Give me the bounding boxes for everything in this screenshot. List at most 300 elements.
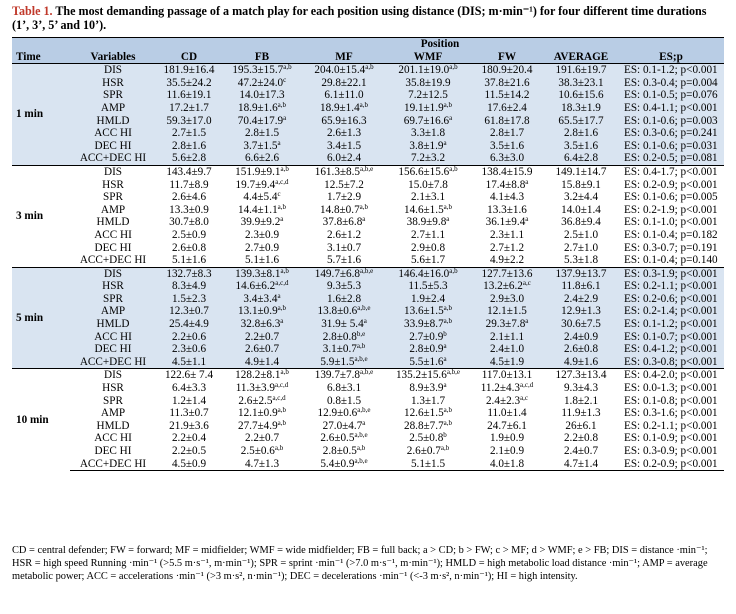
variable-cell [70,267,156,280]
average-cell [544,369,618,382]
es-cell-value: ES: 0.2-1.9; p<0.001 [624,203,718,216]
fb-cell-value: 18.9±1.6 [237,101,278,114]
fb-cell [222,369,302,382]
wmf-cell [386,369,470,382]
variable-cell-value: DEC HI [94,445,132,457]
fb-cell-value: 2.2±0.7 [244,330,280,343]
table-row [12,318,724,331]
col-header-es-p: ES;p [618,51,724,64]
cd-cell-value: 11.7±8.9 [169,178,209,191]
cd-cell-value: 8.3±4.9 [171,280,207,293]
fw-cell [470,229,544,242]
table-row [12,216,724,229]
mf-cell [302,102,386,115]
mf-cell-sig: a,b [365,63,374,72]
mf-cell-sig: a [363,317,367,326]
mf-cell [302,242,386,255]
wmf-cell-value: 201.1±19.0 [398,64,450,77]
fb-cell-sig: a,c,d [275,381,289,390]
wmf-cell-value: 38.9±9.8 [406,216,447,229]
cd-cell [156,356,222,369]
mf-cell-value: 3.1±0.7 [326,241,362,254]
results-table [12,37,724,471]
es-cell [618,216,724,229]
cd-cell [156,64,222,77]
fb-cell [222,356,302,369]
mf-cell [302,127,386,140]
variable-cell-value: ACC HI [94,330,132,343]
wmf-cell [386,407,470,420]
mf-cell [302,318,386,331]
variable-cell-value: AMP [100,305,126,318]
es-cell [618,242,724,255]
fb-cell [222,242,302,255]
es-cell-value: ES: 0.1-0.4; p=0.140 [624,254,718,267]
wmf-cell-sig: b [443,329,447,338]
wmf-cell-value: 1.9±2.4 [410,292,446,305]
wmf-cell-value: 146.4±16.0 [398,267,450,280]
average-cell-value: 3.5±1.6 [563,139,599,152]
fb-cell [222,280,302,293]
mf-cell-sig: b,e [356,329,366,338]
fb-cell [222,216,302,229]
table-row [12,445,724,458]
variable-cell [70,140,156,153]
variable-cell [70,382,156,395]
wmf-cell-value: 156.6±15.6 [398,165,450,178]
col-header-wmf: WMF [386,51,470,64]
average-cell [544,331,618,344]
average-cell-value: 10.6±15.6 [558,89,604,102]
col-header-time: Time [12,51,70,64]
fw-cell [470,280,544,293]
mf-cell [302,382,386,395]
wmf-cell-value: 19.1±1.9 [403,101,444,114]
table-caption [12,4,724,32]
cd-cell-value: 13.3±0.9 [169,203,209,216]
wmf-cell-value: 2.8±0.9 [409,343,444,356]
variable-cell [70,369,156,382]
es-cell [618,191,724,204]
es-cell-value: ES: 0.1-0.9; p<0.001 [624,432,718,445]
es-cell-value: ES: 0.3-1.9; p<0.001 [624,267,718,280]
es-cell-value: ES: 0.1-0.8; p<0.001 [624,394,718,407]
wmf-cell-value: 12.6±1.5 [403,407,444,420]
average-cell-value: 15.8±9.1 [561,178,601,191]
variable-cell-value: DEC HI [94,241,132,254]
table-row [12,152,724,165]
wmf-cell-value: 2.7±0.9 [409,330,444,343]
fw-cell [470,64,544,77]
table-row [12,127,724,140]
mf-cell [302,458,386,471]
mf-cell-sig: a,b,e [360,368,374,377]
fb-cell [222,179,302,192]
average-cell [544,318,618,331]
cd-cell [156,267,222,280]
fw-cell-value: 2.1±1.1 [489,330,525,343]
mf-cell-value: 3.4±1.5 [326,139,362,152]
wmf-cell [386,115,470,128]
variable-cell-value: SPR [103,394,123,407]
es-cell [618,331,724,344]
mf-cell-value: 12.5±7.2 [324,178,364,191]
fb-cell-sig: c [277,190,281,199]
fw-cell-value: 2.3±1.1 [489,228,525,241]
average-cell [544,64,618,77]
wmf-cell-value: 28.8±7.7 [403,419,444,432]
average-cell [544,395,618,408]
wmf-cell-value: 13.6±1.5 [403,305,444,318]
table-row [12,369,724,382]
variable-cell-value: HMLD [96,318,130,331]
fb-cell [222,102,302,115]
es-cell [618,395,724,408]
mf-cell-value: 12.9±0.6 [317,407,358,420]
fw-cell-value: 11.0±1.4 [487,407,527,420]
fw-cell-value: 4.5±1.9 [489,355,525,368]
wmf-cell [386,432,470,445]
fb-cell-value: 2.8±1.5 [244,127,280,140]
fb-cell [222,152,302,165]
cd-cell [156,179,222,192]
average-cell [544,216,618,229]
fb-cell-value: 14.4±1.1 [237,203,278,216]
average-cell-value: 137.9±13.7 [555,267,607,280]
fb-cell-value: 2.6±0.7 [244,343,280,356]
es-cell [618,343,724,356]
fb-cell [222,305,302,318]
mf-cell-sig: a,b [356,444,366,452]
variable-cell-value: AMP [100,101,126,114]
wmf-cell [386,420,470,433]
average-cell [544,407,618,420]
mf-cell [302,395,386,408]
average-cell-value: 2.4±2.9 [563,292,599,305]
cd-cell [156,318,222,331]
average-cell-value: 149.1±14.7 [555,165,607,178]
mf-cell-value: 6.8±3.1 [326,382,362,395]
fb-cell-value: 2.7±0.9 [244,241,280,254]
variable-cell [70,280,156,293]
variable-cell [70,293,156,306]
fb-cell-sig: a,b [274,444,284,452]
variable-cell [70,407,156,420]
table-row [12,356,724,369]
fw-cell-sig: a,c [520,393,529,402]
fw-cell-value: 29.3±7.8 [485,318,526,331]
es-cell [618,165,724,178]
wmf-cell [386,305,470,318]
variable-cell-value: AMP [100,203,126,216]
fw-cell-value: 2.8±1.7 [489,127,525,140]
mf-cell-value: 2.6±1.3 [326,127,362,140]
wmf-cell-value: 8.9±3.9 [409,382,444,395]
variable-cell-value: DIS [103,165,123,178]
variable-cell [70,445,156,458]
variable-cell [70,216,156,229]
cd-cell [156,229,222,242]
wmf-cell-value: 2.1±3.1 [410,191,446,204]
variable-cell-value: ACC+DEC HI [79,355,147,368]
fw-cell [470,216,544,229]
mf-cell-sig: a,b,e [354,456,368,465]
fb-cell-value: 47.2±24.0 [237,76,284,89]
mf-cell [302,115,386,128]
es-cell [618,127,724,140]
wmf-cell [386,267,470,280]
wmf-cell [386,191,470,204]
header-position-row [12,38,724,51]
mf-cell-sig: a [362,418,366,427]
fw-cell-value: 61.8±17.8 [484,114,530,127]
fb-cell-value: 2.6±2.5 [238,394,273,407]
wmf-cell [386,89,470,102]
mf-cell [302,179,386,192]
variable-cell [70,420,156,433]
mf-cell-value: 1.7±2.9 [326,191,362,204]
cd-cell [156,102,222,115]
average-cell-value: 2.4±0.9 [563,330,599,343]
fb-cell [222,343,302,356]
fw-cell-value: 13.3±1.6 [487,203,527,216]
mf-cell-value: 37.8±6.8 [322,216,363,229]
wmf-cell [386,64,470,77]
variable-cell [70,395,156,408]
average-cell [544,102,618,115]
wmf-cell-value: 11.5±5.3 [408,280,448,293]
fb-cell-value: 151.9±9.1 [235,165,281,178]
fb-cell-value: 12.1±0.9 [237,407,278,420]
variable-cell [70,77,156,90]
es-cell-value: ES: 0.1-1.2; p<0.001 [624,64,718,77]
average-cell-value: 5.3±1.8 [563,254,599,267]
fw-cell [470,318,544,331]
fw-cell [470,293,544,306]
cd-cell-value: 2.2±0.5 [171,445,207,457]
wmf-cell-value: 2.6±0.7 [406,445,441,457]
table-row [12,420,724,433]
mf-cell-value: 149.7±6.8 [314,267,361,280]
average-cell-value: 2.5±1.0 [563,228,599,241]
wmf-cell-value: 2.5±0.8 [409,432,444,445]
es-cell [618,305,724,318]
fb-cell-value: 39.9±9.2 [240,216,281,229]
table-body [12,64,724,471]
fb-cell-value: 139.3±8.1 [235,267,281,280]
fb-cell-sig: a [280,215,284,224]
wmf-cell-value: 5.6±1.7 [410,254,446,267]
wmf-cell-value: 14.6±1.5 [403,203,444,216]
wmf-cell [386,179,470,192]
average-cell-value: 18.3±1.9 [561,101,601,114]
table-row [12,229,724,242]
mf-cell-value: 139.7±7.8 [314,369,361,382]
es-cell-value: ES: 0.1-0.6; p=0.031 [624,139,718,152]
cd-cell [156,432,222,445]
mf-cell-value: 2.6±0.5 [320,432,355,445]
es-cell-value: ES: 0.1-0.6; p=0.003 [624,114,718,127]
mf-cell-sig: a,b [359,100,369,109]
es-cell [618,458,724,471]
mf-cell [302,267,386,280]
variable-cell-value: HMLD [96,419,130,432]
mf-cell-value: 13.8±0.6 [317,305,358,318]
mf-cell-sig: a,b,e [354,354,368,363]
cd-cell [156,331,222,344]
es-cell-value: ES: 0.3-0.8; p<0.001 [624,355,718,368]
variable-cell [70,305,156,318]
variable-cell [70,102,156,115]
fb-cell-value: 3.7±1.5 [243,139,278,152]
average-cell [544,305,618,318]
table-row [12,432,724,445]
average-cell [544,191,618,204]
average-cell-value: 2.4±0.7 [563,445,599,457]
cd-cell-value: 17.2±1.7 [169,101,209,114]
table-row [12,165,724,178]
variable-cell [70,89,156,102]
cd-cell-value: 11.3±0.7 [169,407,209,420]
position-header: Position [420,38,460,50]
fb-cell-value: 195.3±15.7 [232,64,284,77]
mf-cell [302,191,386,204]
average-cell [544,165,618,178]
fb-cell-value: 14.6±6.2 [235,280,276,293]
fb-cell-sig: a [277,138,281,147]
wmf-cell-sig: a [446,215,450,224]
es-cell [618,179,724,192]
wmf-cell [386,127,470,140]
fb-cell-sig: a,b [280,266,289,275]
mf-cell-value: 29.8±22.1 [321,76,367,89]
mf-cell-sig: a,b,e [360,266,374,275]
variable-cell [70,152,156,165]
cd-cell [156,140,222,153]
mf-cell-sig: a,b,e [354,431,368,440]
wmf-cell-sig: a,b [443,100,453,109]
wmf-cell-sig: b [443,431,447,440]
cd-cell [156,445,222,458]
wmf-cell [386,382,470,395]
cd-cell [156,89,222,102]
wmf-cell-sig: a [443,381,447,390]
average-cell [544,382,618,395]
fw-cell [470,242,544,255]
es-cell [618,115,724,128]
mf-cell [302,369,386,382]
average-cell [544,127,618,140]
table-caption-text: The most demanding passage of a match play for each position using distance (DIS; m·min⁻¹) for four different time durations (1’, 3’, 5’ and 10’). [12,4,707,32]
mf-cell-value: 5.9±1.5 [320,355,355,368]
es-cell [618,77,724,90]
fw-cell [470,395,544,408]
mf-cell-value: 14.8±0.7 [319,203,360,216]
wmf-cell-value: 135.2±15.6 [395,369,447,382]
mf-cell-value: 2.8±0.8 [322,330,357,343]
cd-cell-value: 6.4±3.3 [171,382,207,395]
fb-cell-sig: a,b [280,164,289,173]
variable-cell-value: SPR [103,89,123,102]
wmf-cell [386,229,470,242]
time-cell: 5 min [12,267,70,369]
fb-cell-value: 32.8±6.3 [240,318,281,331]
mf-cell [302,140,386,153]
fb-cell-value: 11.3±3.9 [235,382,276,395]
fw-cell [470,152,544,165]
es-cell [618,280,724,293]
fb-cell [222,115,302,128]
variable-cell-value: AMP [100,407,126,420]
fw-cell [470,254,544,267]
wmf-cell-sig: a,b [449,63,458,72]
average-cell-value: 2.2±0.8 [563,432,599,445]
table-row [12,331,724,344]
table-caption-label: Table 1. [12,4,53,18]
fb-cell [222,229,302,242]
fb-cell [222,293,302,306]
mf-cell-value: 18.9±1.4 [319,101,360,114]
wmf-cell-value: 2.7±1.1 [410,228,446,241]
average-cell [544,267,618,280]
average-cell [544,445,618,458]
cd-cell [156,458,222,471]
variable-cell [70,432,156,445]
wmf-cell-sig: a [443,138,447,147]
table-row [12,140,724,153]
mf-cell [302,89,386,102]
wmf-cell-sig: a,b [443,304,453,313]
fw-cell-value: 1.9±0.9 [489,432,525,445]
mf-cell [302,343,386,356]
cd-cell-value: 25.4±4.9 [169,318,209,331]
cd-cell [156,395,222,408]
mf-cell-value: 6.0±2.4 [326,152,362,165]
fw-cell [470,89,544,102]
table-row [12,115,724,128]
es-cell [618,267,724,280]
fb-cell [222,204,302,217]
es-cell-value: ES: 0.1-1.2; p<0.001 [624,318,718,331]
es-cell [618,432,724,445]
fb-cell [222,64,302,77]
average-cell-value: 127.3±13.4 [555,369,607,382]
fw-cell [470,77,544,90]
wmf-cell [386,280,470,293]
average-cell [544,140,618,153]
es-cell [618,356,724,369]
average-cell [544,152,618,165]
mf-cell-value: 2.6±1.2 [326,228,362,241]
cd-cell-value: 11.6±19.1 [166,89,212,102]
wmf-cell-sig: a,b [443,406,453,415]
es-cell-value: ES: 0.0-1.3; p<0.001 [624,382,718,395]
fw-cell-value: 24.7±6.1 [487,419,527,432]
mf-cell-value: 9.3±5.3 [326,280,362,293]
es-cell [618,229,724,242]
average-cell-value: 2.8±1.6 [563,127,599,140]
wmf-cell-value: 5.1±1.5 [410,457,446,470]
fw-cell-value: 3.5±1.6 [489,139,525,152]
cd-cell-value: 2.5±0.9 [171,228,207,241]
fw-cell-value: 127.7±13.6 [481,267,533,280]
cd-cell-value: 35.5±24.2 [166,76,212,89]
es-cell [618,140,724,153]
mf-cell-sig: a,b [356,342,366,351]
fw-cell [470,267,544,280]
mf-cell-value: 5.4±0.9 [320,457,355,470]
fb-cell [222,254,302,267]
